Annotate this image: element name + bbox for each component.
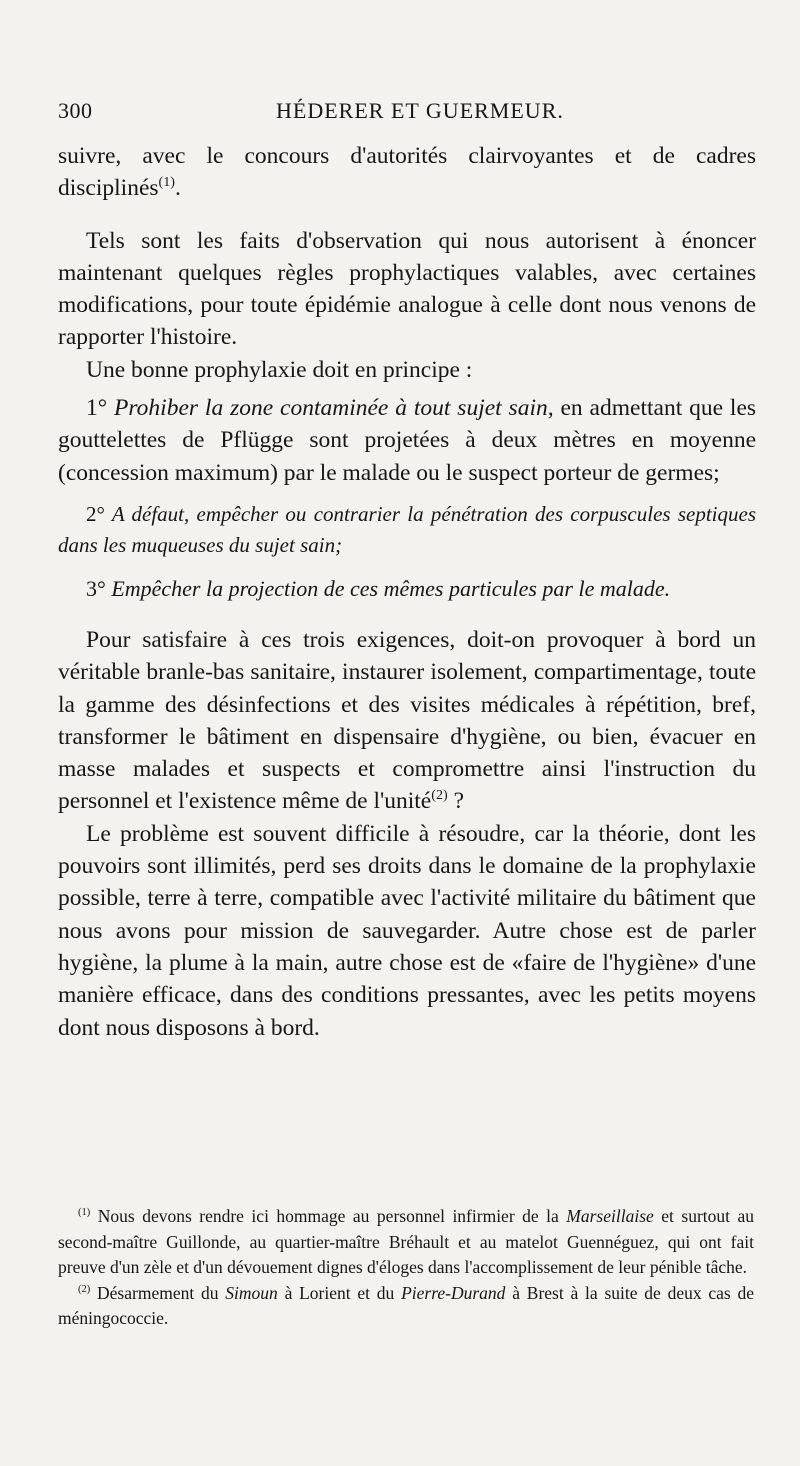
paragraph-observations: Tels sont les faits d'observation qui nous autorisent à énoncer maintenant quelques règles prophylactiques valables, avec certaines modifications, pour toute épidémie analogue à celle dont nous venons de rapporter l'histoire. bbox=[58, 227, 756, 351]
running-head: HÉDERER ET GUERMEUR. bbox=[276, 98, 564, 123]
page-number: 300 bbox=[58, 98, 93, 123]
paragraph-text: Pour satisfaire à ces trois exigences, doit-on provoquer à bord un véritable branle-bas sanitaire, instaurer isolement, compartimentage, toute la gamme des désinfections et des visites médicales à répétition, bref, transformer le bâtiment en dispensaire d'hygiène, ou bien, évacuer en masse malades et suspects et compromettre ainsi l'instruction du personnel et l'existence même de l'unité bbox=[58, 626, 756, 815]
ship-name: Simoun bbox=[225, 1282, 278, 1303]
item-number: 3° bbox=[86, 575, 106, 601]
item-emphasis: Prohiber la zone contaminée à tout sujet sain, bbox=[114, 395, 554, 422]
punctuation: . bbox=[174, 175, 181, 202]
footnote-ref-2[interactable]: (2) bbox=[431, 787, 448, 804]
footnote-text: Désarmement du bbox=[97, 1282, 219, 1303]
footnote-text: Nous devons rendre ici hommage au personnel infirmier de la bbox=[97, 1206, 559, 1226]
item-text: en admettant que les gouttelettes de Pflügge sont projetées à deux mètres en moyenne (concession maximum) par le malade ou le suspect porteur de germes; bbox=[58, 395, 757, 486]
footnote-mark: (1) bbox=[78, 1207, 91, 1219]
footnote-mark: (2) bbox=[78, 1283, 91, 1295]
paragraph-problem: Le problème est souvent difficile à résoudre, car la théorie, dont les pouvoirs sont illimités, perd ses droits dans le domaine de la prophylaxie possible, terre à terre, compatible avec l'activité militaire du bâtiment que nous avons pour mission de sauvegarder. Autre chose est de parler hygiène, la plume à la main, autre chose est de «faire de l'hygiène» d'une manière efficace, dans des conditions pressantes, avec les petits moyens dont nous disposons à bord. bbox=[58, 820, 756, 1041]
footnote-2 bbox=[58, 1281, 754, 1332]
footnotes bbox=[58, 1204, 754, 1332]
footnote-text: à Brest à la suite de deux cas de méningococcie. bbox=[58, 1282, 755, 1328]
ship-name: Marseillaise bbox=[566, 1206, 654, 1226]
list-item-2 bbox=[58, 499, 756, 561]
item-number: 2° bbox=[86, 501, 105, 526]
paragraph-requirements bbox=[58, 624, 756, 818]
punctuation: ? bbox=[447, 788, 464, 815]
footnote-1 bbox=[58, 1204, 754, 1281]
footnote-text: et surtout au second-maître Guillonde, au quartier-maître Bréhault et au matelot Guennéguez, qui ont fait preuve d'un zèle et d'un dévouement dignes d'éloges dans l'accomplissement de leur pénible tâche. bbox=[58, 1206, 755, 1277]
list-item-1 bbox=[58, 392, 756, 489]
list-item-3 bbox=[58, 573, 756, 604]
item-number: 1° bbox=[86, 395, 108, 422]
ship-name: Pierre-Durand bbox=[401, 1282, 506, 1303]
footnote-ref-1[interactable]: (1) bbox=[158, 174, 175, 191]
main-text bbox=[58, 140, 756, 1044]
page-header bbox=[58, 98, 742, 134]
paragraph-continuation bbox=[58, 140, 756, 205]
paragraph-principle: Une bonne prophylaxie doit en principe : bbox=[86, 356, 473, 383]
paragraph-text: suivre, avec le concours d'autorités clairvoyantes et de cadres disciplinés bbox=[58, 143, 756, 202]
item-emphasis: A défaut, empêcher ou contrarier la pénétration des corpuscules septiques dans les muqueuses du sujet sain; bbox=[58, 501, 756, 557]
footnote-text: à Lorient et du bbox=[284, 1282, 395, 1303]
item-emphasis: Empêcher la projection de ces mêmes particules par le malade. bbox=[111, 575, 671, 601]
